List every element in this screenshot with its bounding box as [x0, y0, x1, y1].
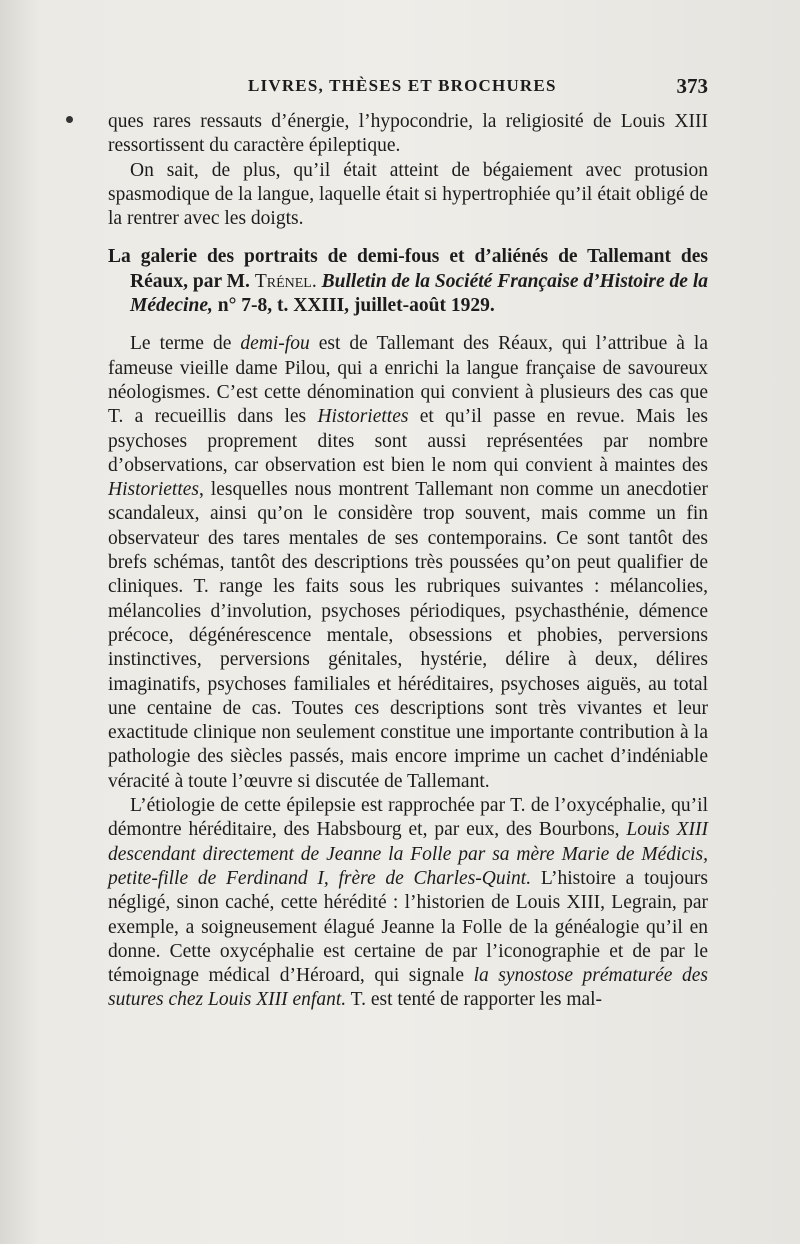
paragraph-etiology — [108, 794, 708, 1013]
entry-author: Trénel. — [254, 270, 317, 292]
bibliographic-entry — [108, 245, 708, 318]
paragraph-stammering: On sait, de plus, qu’il était atteint de bégaiement avec protusion spasmodique de la langue, laquelle était si hypertrophiée qu’il était obligé de la rentrer avec les doigts. — [108, 159, 708, 230]
entry-details: n° 7-8, t. XXIII, juillet-août 1929. — [217, 295, 495, 317]
etiology-italic-2: la synostose prématurée des sutures chez Louis XIII enfant. — [108, 965, 708, 1011]
etiology-text-1: L’étiologie de cette épilepsie est rapprochée par T. de l’oxycéphalie, qu’il démontre héréditaire, des Habsbourg et, par eux, des Bourbons, — [108, 795, 708, 841]
review-italic-historiettes-2: Historiettes — [108, 479, 199, 501]
etiology-italic-1: Louis XIII descendant directement de Jeanne la Folle par sa mère Marie de Médicis, petite-fille de Ferdinand I, frère de Charles-Quint. — [108, 819, 708, 889]
running-title: LIVRES, THÈSES ET BROCHURES — [248, 76, 557, 95]
paragraph-review — [108, 332, 708, 794]
review-text-1: Le terme de — [130, 333, 241, 355]
entry-journal: Bulletin de la Société Française d’Histoire de la Médecine, — [130, 270, 709, 317]
etiology-text-2: L’histoire a toujours négligé, sinon caché, cette hérédité : l’historien de Louis XIII, Legrain, par exemple, a soigneusement élagué Jeanne la Folle de la généalogie qu’il en donne. Cette oxycéphalie est certaine de par l’iconographie et de par le témoignage médical d’Héroard, qui signale — [108, 867, 708, 987]
page-body — [108, 110, 708, 1013]
entry-title: La galerie des portraits de demi-fous et d’aliénés de Tallemant des Réaux, par M. — [108, 246, 708, 292]
page-number: 373 — [676, 74, 708, 98]
etiology-text-3: T. est tenté de rapporter les mal- — [346, 989, 603, 1011]
page-header — [108, 76, 708, 104]
review-italic-historiettes: Historiettes — [317, 406, 409, 428]
review-text-3: et qu’il passe en revue. Mais les psychoses proprement dites sont aussi représentées par nombre d’observations, car observation est bien le nom qui convient à maintes des — [108, 406, 709, 476]
review-text-2: est de Tallemant des Réaux, qui l’attribue à la fameuse vieille dame Pilou, qui a enrichi la langue française de savoureux néologismes. C’est cette dénomination qui convient à plusieurs des cas que T. a recueillis dans les — [108, 333, 708, 428]
review-italic-demi-fou: demi-fou — [240, 333, 310, 355]
review-text-4: , lesquelles nous montrent Tallemant non comme un anecdotier scandaleux, ainsi qu’on le considère trop souvent, mais comme un fin observateur des tares mentales de ses contemporains. Ce sont tantôt des brefs schémas, tantôt des descriptions très poussées qu’on peut qualifier de cliniques. T. range les faits sous les rubriques suivantes : mélancolies, mélancolies d’involution, psychoses périodiques, psychasthénie, démence précoce, dégénérescence mentale, obsessions et phobies, perversions instinctives, perversions génitales, hystérie, délire à deux, délires imaginatifs, psychoses familiales et héréditaires, psychoses aiguës, au total une centaine de cas. Toutes ces descriptions sont très vivantes et leur exactitude clinique non seulement constitue une importante contribution à la pathologie des siècles passés, mais encore imprime un cachet d’indéniable véracité à toute l’œuvre si discutée de Tallemant. — [108, 479, 708, 792]
margin-dot-mark — [66, 116, 73, 123]
paragraph-continuation: ques rares ressauts d’énergie, l’hypocondrie, la religiosité de Louis XIII ressortissent du caractère épileptique. — [108, 111, 708, 157]
